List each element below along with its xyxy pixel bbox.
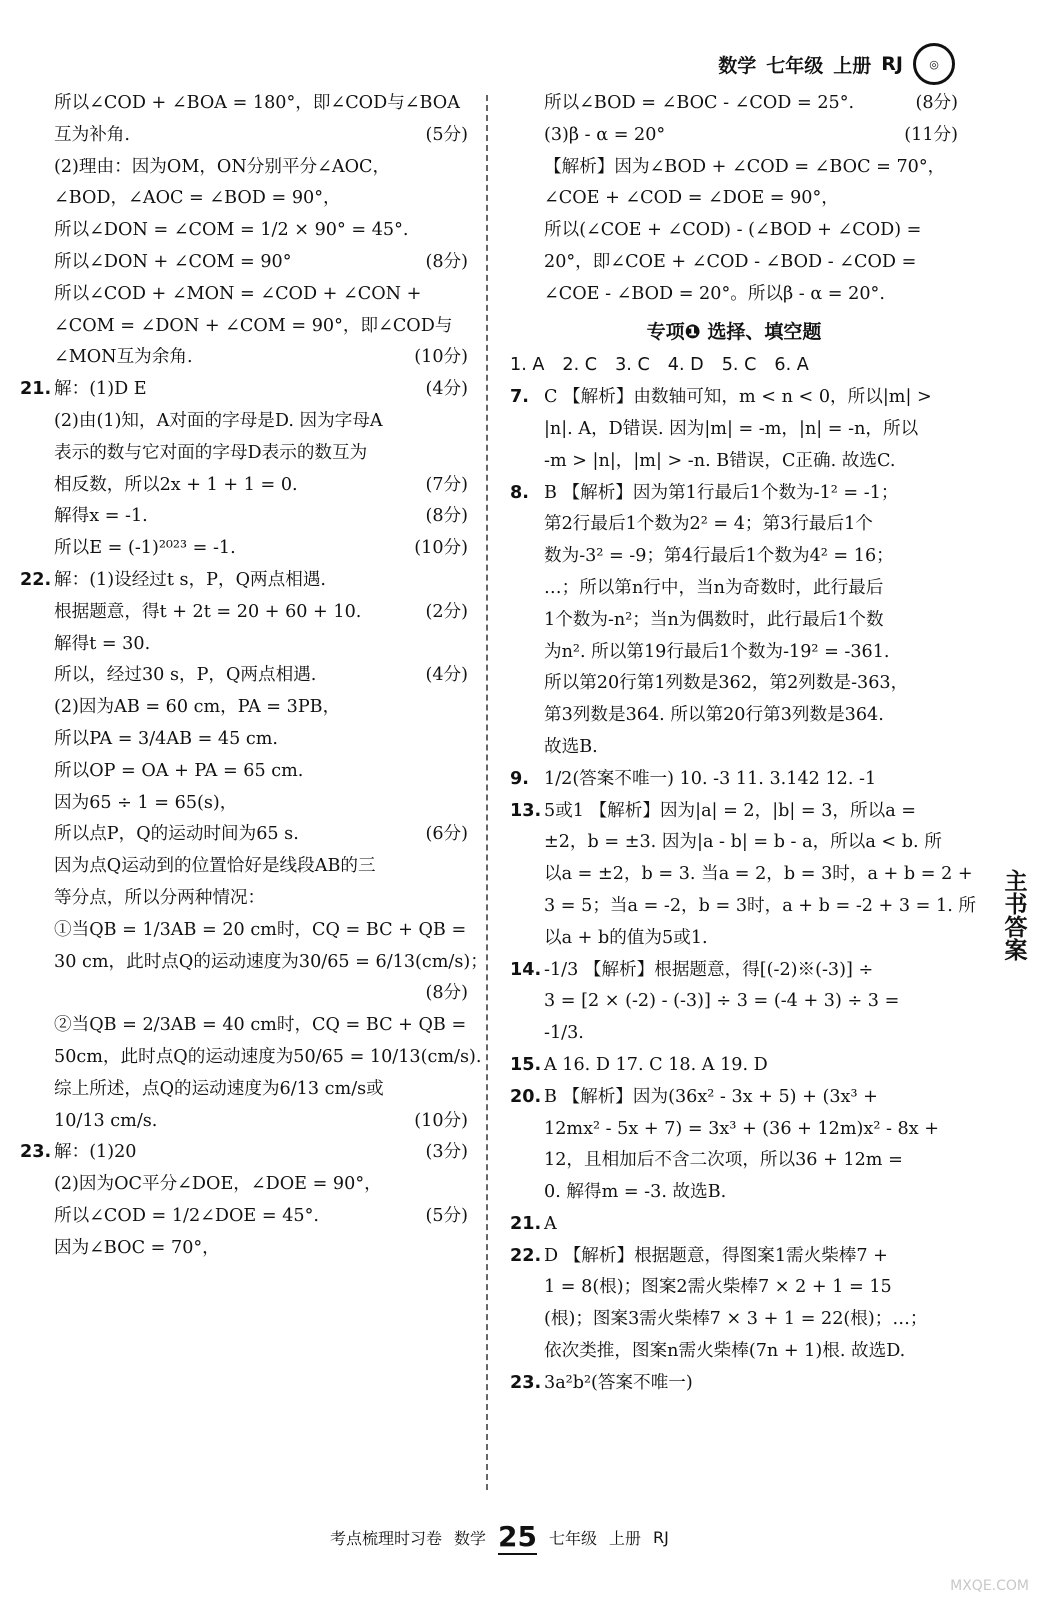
- header-subject: 数学: [718, 54, 757, 77]
- line-text: 所以∠DON = ∠COM = 1/2 × 90° = 45°.: [54, 220, 409, 241]
- mcq-row: [510, 350, 958, 382]
- score-label: (8分): [915, 93, 958, 113]
- choice-answer: 5. C: [721, 355, 757, 376]
- footer-edition: RJ: [653, 1528, 669, 1547]
- score-label: (7分): [425, 474, 468, 495]
- answer-line: [510, 700, 958, 732]
- score-label: (4分): [425, 379, 468, 400]
- section-title: 专项❶ 选择、填空题: [646, 320, 822, 343]
- answer-line: [20, 247, 468, 279]
- line-text: -m > |n|，|m| > -n. B错误，C正确. 故选C.: [544, 450, 896, 471]
- answer-line: [20, 1233, 468, 1265]
- line-text: 5或1 【解析】因为|a| = 2，|b| = 3，所以a =: [544, 800, 917, 821]
- line-text: ∠COM = ∠DON + ∠COM = 90°，即∠COD与: [54, 315, 453, 336]
- line-text: (2)理由：因为OM，ON分别平分∠AOC，: [54, 156, 391, 177]
- page-footer: [330, 1520, 669, 1555]
- answer-line: [20, 660, 468, 692]
- publisher-logo-icon: ◎: [913, 43, 955, 85]
- score-label: (4分): [425, 665, 468, 686]
- answer-line: [510, 1114, 958, 1146]
- answer-line: [510, 955, 958, 987]
- question-number: 9.: [510, 768, 529, 789]
- answer-line: [510, 1082, 958, 1114]
- line-text: 故选B.: [544, 736, 598, 757]
- line-text: ∠COE - ∠BOD = 20°。所以β - α = 20°.: [544, 283, 885, 304]
- answer-line: [510, 668, 958, 700]
- score-label: (8分): [425, 983, 468, 1004]
- line-text: (2)由(1)知，A对面的字母是D. 因为字母A: [54, 410, 383, 431]
- line-text: (根)；图案3需火柴棒7 × 3 + 1 = 22(根)；…；: [544, 1309, 928, 1330]
- answer-line: [510, 1272, 958, 1304]
- line-text: 所以OP = OA + PA = 65 cm.: [54, 760, 304, 781]
- score-label: (2分): [425, 601, 468, 622]
- line-text: -1/3 【解析】根据题意，得[(-2)※(-3)] ÷: [544, 959, 874, 980]
- answer-line: [20, 88, 468, 120]
- line-text: ∠MON互为余角.: [54, 347, 193, 368]
- answer-line: [510, 1050, 958, 1082]
- score-label: (8分): [425, 251, 468, 272]
- line-text: 解：(1)D E: [54, 379, 147, 400]
- line-text: 为n². 所以第19行最后1个数为-19² = -361.: [544, 641, 890, 662]
- question-number: 23.: [20, 1142, 52, 1163]
- line-text: 解：(1)设经过t s，P，Q两点相遇.: [54, 569, 326, 590]
- footer-book: 考点梳理时习卷: [330, 1529, 443, 1548]
- line-text: 所以PA = 3/4AB = 45 cm.: [54, 728, 279, 749]
- line-text: 3 = [2 × (-2) - (-3)] ÷ 3 = (-4 + 3) ÷ 3 =: [544, 991, 900, 1012]
- answer-line: [510, 279, 958, 311]
- score-label: (10分): [414, 538, 468, 559]
- line-text: 0. 解得m = -3. 故选B.: [544, 1182, 727, 1203]
- answer-line: [510, 891, 976, 923]
- answer-line: [510, 1209, 958, 1241]
- line-text: 所以(∠COE + ∠COD) - (∠BOD + ∠COD) =: [544, 220, 922, 241]
- line-text: B 【解析】因为第1行最后1个数为-1² = -1；: [544, 482, 899, 503]
- line-text: 50cm，此时点Q的运动速度为50/65 = 10/13(cm/s).: [54, 1046, 482, 1067]
- line-text: 因为∠BOC = 70°，: [54, 1237, 220, 1258]
- line-text: 10/13 cm/s.: [54, 1110, 158, 1131]
- answer-line: [510, 1304, 958, 1336]
- answer-line: [510, 986, 958, 1018]
- answer-line: [510, 120, 958, 152]
- answer-line: [20, 406, 468, 438]
- answer-line: [20, 311, 468, 343]
- answer-line: [20, 470, 468, 502]
- question-number: 21.: [510, 1213, 542, 1234]
- answer-line: [20, 947, 488, 979]
- line-text: 1/2(答案不唯一) 10. -3 11. 3.142 12. -1: [544, 768, 877, 789]
- choice-answer: 4. D: [667, 355, 704, 376]
- header-volume: 上册: [833, 54, 872, 77]
- answer-line: [510, 509, 958, 541]
- line-text: ∠BOD，∠AOC = ∠BOD = 90°，: [54, 188, 341, 209]
- line-text: 表示的数与它对面的字母D表示的数互为: [54, 442, 368, 463]
- answer-line: [510, 382, 958, 414]
- line-text: 根据题意，得t + 2t = 20 + 60 + 10.: [54, 601, 362, 622]
- line-text: 解：(1)20: [54, 1142, 137, 1163]
- answer-line: [20, 1042, 482, 1074]
- answer-line: [20, 183, 468, 215]
- question-number: 20.: [510, 1086, 542, 1107]
- answer-line: [510, 859, 973, 891]
- question-number: 15.: [510, 1054, 542, 1075]
- answer-line: [510, 414, 958, 446]
- question-number: 8.: [510, 482, 529, 503]
- answer-line: [20, 1074, 468, 1106]
- answer-line: [20, 1169, 468, 1201]
- answer-line: [510, 732, 958, 764]
- line-text: (2)因为AB = 60 cm，PA = 3PB，: [54, 697, 341, 718]
- choice-answer: 2. C: [562, 355, 598, 376]
- score-label: (10分): [414, 1110, 468, 1131]
- line-text: 所以∠DON + ∠COM = 90°: [54, 251, 292, 272]
- answer-line: [510, 1018, 958, 1050]
- line-text: 1个数为-n²；当n为偶数时，此行最后1个数: [544, 609, 884, 630]
- answer-line: [20, 501, 468, 533]
- line-text: ∠COE + ∠COD = ∠DOE = 90°，: [544, 188, 839, 209]
- answer-line: [510, 88, 958, 120]
- right-answers: [510, 382, 976, 1400]
- line-text: 第2行最后1个数为2² = 4；第3行最后1个: [544, 514, 873, 535]
- side-tab: 主书答案: [1000, 869, 1027, 961]
- line-text: 30 cm，此时点Q的运动速度为30/65 = 6/13(cm/s)；: [54, 951, 488, 972]
- answer-line: [510, 247, 958, 279]
- footer-volume: 上册: [609, 1529, 642, 1548]
- answer-line: [510, 478, 958, 510]
- answer-line: [20, 756, 468, 788]
- line-text: |n|. A，D错误. 因为|m| = -m，|n| = -n，所以: [544, 418, 919, 439]
- score-label: (10分): [414, 347, 468, 368]
- answer-line: [510, 827, 958, 859]
- header-grade: 七年级: [766, 54, 824, 77]
- answer-line: [20, 533, 468, 565]
- answer-line: [20, 215, 468, 247]
- answer-line: [20, 120, 468, 152]
- score-label: (6分): [425, 824, 468, 845]
- line-text: B 【解析】因为(36x² - 3x + 5) + (3x³ +: [544, 1086, 878, 1107]
- line-text: 3 = 5；当a = -2，b = 3时，a + b = -2 + 3 = 1. 所: [544, 895, 976, 916]
- line-text: ②当QB = 2/3AB = 40 cm时，CQ = BC + QB =: [54, 1015, 467, 1036]
- answer-line: [510, 1145, 958, 1177]
- right-column: [510, 88, 976, 1400]
- line-text: C 【解析】由数轴可知，m < n < 0，所以|m| >: [544, 387, 932, 408]
- question-number: 14.: [510, 959, 542, 980]
- answer-line: [20, 724, 468, 756]
- line-text: 解得x = -1.: [54, 506, 148, 527]
- answer-line: [510, 605, 958, 637]
- line-text: 所以点P，Q的运动时间为65 s.: [54, 824, 299, 845]
- answer-line: [20, 692, 468, 724]
- answer-line: [20, 915, 468, 947]
- line-text: …；所以第n行中，当n为奇数时，此行最后: [544, 577, 884, 598]
- line-text: 所以∠BOD = ∠BOC - ∠COD = 25°.: [544, 93, 855, 113]
- answer-line: [510, 637, 958, 669]
- line-text: 所以，经过30 s，P，Q两点相遇.: [54, 665, 317, 686]
- answer-line: [20, 883, 468, 915]
- answer-line: [20, 597, 468, 629]
- question-number: 23.: [510, 1372, 542, 1393]
- line-text: 第3列数是364. 所以第20行第3列数是364.: [544, 705, 884, 726]
- line-text: 所以∠COD + ∠MON = ∠COD + ∠CON +: [54, 283, 422, 304]
- choice-answer: 1. A: [510, 355, 545, 376]
- line-text: -1/3.: [544, 1023, 584, 1044]
- answer-line: [510, 764, 958, 796]
- score-label: (11分): [904, 124, 958, 145]
- line-text: 数为-3² = -9；第4行最后1个数为4² = 16；: [544, 546, 894, 567]
- line-text: 以a + b的值为5或1.: [544, 927, 708, 948]
- line-text: 12，且相加后不含二次项，所以36 + 12m =: [544, 1150, 903, 1171]
- line-text: 所以∠COD = 1/2∠DOE = 45°.: [54, 1205, 319, 1226]
- question-number: 22.: [20, 569, 52, 590]
- line-text: A: [544, 1213, 557, 1234]
- line-text: 所以E = (-1)²⁰²³ = -1.: [54, 538, 236, 559]
- answer-line: [20, 1106, 468, 1138]
- line-text: 因为65 ÷ 1 = 65(s)，: [54, 792, 238, 813]
- answer-line: [20, 438, 468, 470]
- footer-grade: 七年级: [549, 1529, 598, 1548]
- score-label: (3分): [425, 1142, 468, 1163]
- answer-line: [20, 1010, 468, 1042]
- line-text: 综上所述，点Q的运动速度为6/13 cm/s或: [54, 1078, 384, 1099]
- answer-line: [510, 796, 958, 828]
- answer-line: [20, 374, 468, 406]
- answer-line: [20, 342, 468, 374]
- footer-subject: 数学: [454, 1529, 487, 1548]
- line-text: ①当QB = 1/3AB = 20 cm时，CQ = BC + QB =: [54, 919, 467, 940]
- answer-line: [20, 279, 468, 311]
- score-label: (5分): [425, 1205, 468, 1226]
- page-number: 25: [498, 1520, 537, 1553]
- question-number: 22.: [510, 1245, 542, 1266]
- answer-line: [510, 446, 958, 478]
- line-text: 所以第20行第1列数是362，第2列数是-363，: [544, 673, 909, 694]
- answer-line: [20, 1137, 468, 1169]
- line-text: 3a²b²(答案不唯一): [544, 1372, 693, 1393]
- answer-line: [510, 541, 958, 573]
- answer-line: [510, 215, 958, 247]
- line-text: 20°，即∠COE + ∠COD - ∠BOD - ∠COD =: [544, 251, 917, 272]
- question-number: 7.: [510, 387, 529, 408]
- line-text: (3)β - α = 20°: [544, 124, 666, 145]
- answer-line: [510, 183, 958, 215]
- answer-line: [510, 1336, 958, 1368]
- answer-line: [20, 819, 468, 851]
- line-text: (2)因为OC平分∠DOE，∠DOE = 90°，: [54, 1174, 382, 1195]
- line-text: 互为补角.: [54, 124, 130, 145]
- right-top-answers: [510, 88, 958, 311]
- answer-line: [20, 788, 468, 820]
- answer-line: [510, 573, 958, 605]
- answer-line: [20, 851, 468, 883]
- line-text: 依次类推，图案n需火柴棒(7n + 1)根. 故选D.: [544, 1341, 906, 1362]
- left-column: [20, 88, 488, 1264]
- watermark: MXQE.COM: [950, 1578, 1029, 1594]
- score-label: (8分): [425, 506, 468, 527]
- choice-answer: 3. C: [615, 355, 650, 376]
- choice-answer: 6. A: [774, 355, 809, 376]
- answer-line: [20, 152, 468, 184]
- answer-line: [510, 1368, 958, 1400]
- line-text: 等分点，所以分两种情况：: [54, 887, 266, 908]
- score-label: (5分): [425, 124, 468, 145]
- answer-line: [20, 629, 468, 661]
- answer-line: [510, 152, 958, 184]
- answer-line: [510, 923, 958, 955]
- answer-line: [20, 978, 468, 1010]
- question-number: 21.: [20, 379, 52, 400]
- line-text: ±2，b = ±3. 因为|a - b| = b - a，所以a < b. 所: [544, 832, 942, 853]
- line-text: D 【解析】根据题意，得图案1需火柴棒7 +: [544, 1245, 888, 1266]
- line-text: A 16. D 17. C 18. A 19. D: [544, 1054, 768, 1075]
- line-text: 以a = ±2，b = 3. 当a = 2，b = 3时，a + b = 2 +: [544, 864, 973, 885]
- line-text: 12mx² - 5x + 7) = 3x³ + (36 + 12m)x² - 8x +: [544, 1118, 939, 1139]
- answer-line: [20, 565, 468, 597]
- line-text: 相反数，所以2x + 1 + 1 = 0.: [54, 474, 298, 495]
- line-text: 解得t = 30.: [54, 633, 151, 654]
- line-text: 1 = 8(根)；图案2需火柴棒7 × 2 + 1 = 15: [544, 1277, 892, 1298]
- answer-line: [20, 1201, 468, 1233]
- answer-line: [510, 1241, 958, 1273]
- line-text: 【解析】因为∠BOD + ∠COD = ∠BOC = 70°，: [544, 156, 946, 177]
- line-text: 所以∠COD + ∠BOA = 180°，即∠COD与∠BOA: [54, 93, 460, 113]
- column-divider: [486, 95, 488, 1490]
- question-number: 13.: [510, 800, 542, 821]
- page-header: [718, 44, 955, 84]
- header-edition: RJ: [881, 53, 903, 75]
- line-text: 因为点Q运动到的位置恰好是线段AB的三: [54, 856, 376, 877]
- answer-line: [510, 1177, 958, 1209]
